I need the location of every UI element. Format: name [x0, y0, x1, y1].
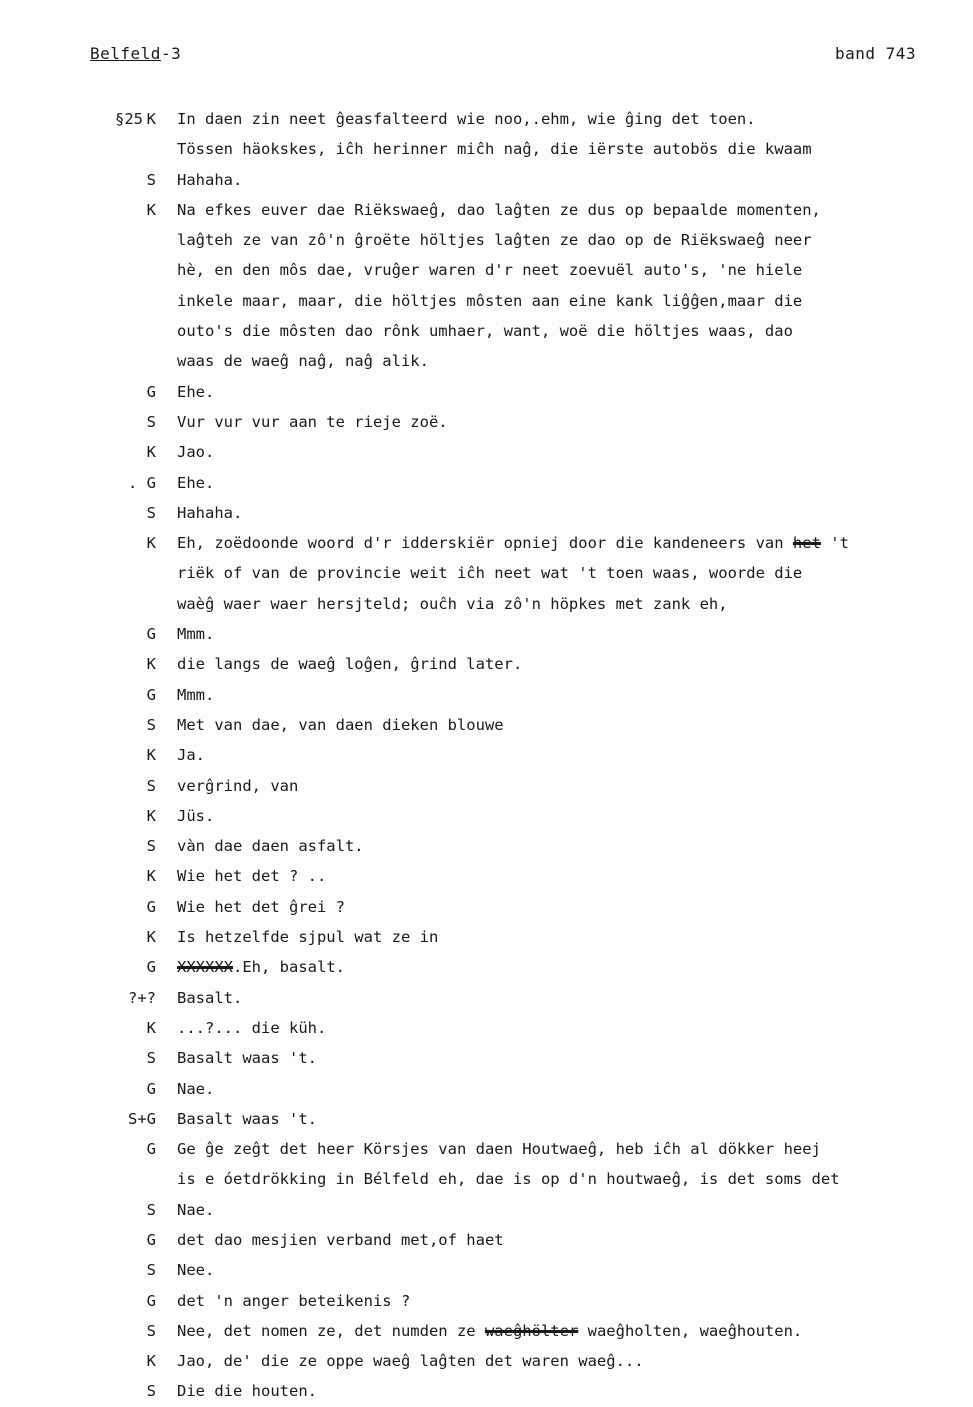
transcript-line — [0, 255, 973, 285]
utterance-text: Nae. — [177, 1079, 215, 1098]
transcript-line — [0, 922, 973, 952]
speaker-label: K — [146, 110, 156, 128]
transcript-body — [0, 104, 973, 1407]
utterance-text: det dao mesjien verband met,of haet — [177, 1230, 504, 1249]
utterance-text: Jao, de' die ze oppe waeĝ laĝten det waren waeĝ... — [177, 1352, 644, 1371]
speaker-label: S — [146, 837, 156, 856]
passage-number: §25 — [115, 110, 143, 128]
utterance-text: hè, en den môs dae, vruĝer waren d'r neet zoevuël auto's, 'ne hiele — [177, 261, 803, 280]
speaker-label: S — [146, 776, 156, 795]
transcript-line — [0, 740, 973, 770]
utterance-text: Na efkes euver dae Riëkswaeĝ, dao laĝten ze dus op bepaalde momenten, — [177, 200, 821, 219]
speaker-label: K — [146, 928, 156, 947]
utterance-text: Mmm. — [177, 685, 215, 704]
utterance-text: ...?... die küh. — [177, 1018, 327, 1037]
speaker-label: S — [146, 1382, 156, 1401]
speaker-label: S+G — [128, 1109, 156, 1128]
speaker-label: S — [146, 503, 156, 522]
utterance-text: Eh, zoëdoonde woord d'r idderskiër opniej door die kandeneers van het 't — [177, 534, 849, 553]
utterance-text: is e óetdrökking in Bélfeld eh, dae is op d'n houtwaeĝ, is det soms det — [177, 1170, 840, 1189]
utterance-text: Hahaha. — [177, 170, 243, 189]
utterance-text: In daen zin neet ĝeasfalteerd wie noo,.ehm, wie ĝing det toen. — [177, 110, 756, 128]
speaker-label: S — [146, 1200, 156, 1219]
transcript-line — [0, 1195, 973, 1225]
transcript-line — [0, 1286, 973, 1316]
transcript-line — [0, 892, 973, 922]
utterance-text: Wie het det ? .. — [177, 867, 327, 886]
speaker-label: S — [146, 1321, 156, 1340]
utterance-text: Nee, det nomen ze, det numden ze waeĝhölter waeĝholten, waeĝhouten. — [177, 1321, 803, 1340]
transcript-line — [0, 619, 973, 649]
utterance-text: XXXXXX.Eh, basalt. — [177, 958, 345, 977]
speaker-label: S — [146, 1261, 156, 1280]
utterance-text: Vur vur vur aan te rieje zoë. — [177, 412, 448, 431]
speaker-label: G — [146, 958, 156, 977]
transcript-line — [0, 316, 973, 346]
utterance-text: waèĝ waer waer hersjteld; ouĉh via zô'n höpkes met zank eh, — [177, 594, 728, 613]
utterance-text: Nae. — [177, 1200, 215, 1219]
speaker-label: S — [146, 715, 156, 734]
speaker-label: K — [146, 746, 156, 765]
utterance-text: waas de waeĝ naĝ, naĝ alik. — [177, 352, 429, 371]
transcript-line — [0, 1074, 973, 1104]
speaker-label: K — [146, 443, 156, 462]
transcript-line — [0, 1346, 973, 1376]
utterance-text: det 'n anger beteikenis ? — [177, 1291, 411, 1310]
utterance-text: Ehe. — [177, 382, 215, 401]
transcript-line — [0, 134, 973, 164]
transcript-line — [0, 195, 973, 225]
transcript-line — [0, 952, 973, 982]
transcript-line — [0, 346, 973, 376]
speaker-label: S — [146, 412, 156, 431]
transcript-line — [0, 1104, 973, 1134]
speaker-label: K — [146, 1352, 156, 1371]
utterance-text: inkele maar, maar, die höltjes môsten aan eine kank liĝĝen,maar die — [177, 291, 803, 310]
document-label: Belfeld-3 — [90, 44, 182, 63]
transcript-line — [0, 165, 973, 195]
speaker-label: K — [146, 534, 156, 553]
utterance-text: Nee. — [177, 1261, 215, 1280]
speaker-label: S — [146, 1049, 156, 1068]
utterance-text: Basalt waas 't. — [177, 1049, 317, 1068]
utterance-text: Tössen häokskes, iĉh herinner miĉh naĝ, die iërste autobös die kwaam — [177, 140, 812, 159]
utterance-text: Basalt waas 't. — [177, 1109, 317, 1128]
transcript-line — [0, 498, 973, 528]
struck-word: XXXXXX — [177, 958, 233, 977]
speaker-label: K — [146, 1018, 156, 1037]
speaker-label: G — [146, 1079, 156, 1098]
speaker-label: G — [146, 685, 156, 704]
utterance-text: Ehe. — [177, 473, 215, 492]
utterance-text: Met van dae, van daen dieken blouwe — [177, 715, 504, 734]
utterance-text: Jao. — [177, 443, 215, 462]
transcript-line — [0, 649, 973, 679]
speaker-label: . G — [128, 473, 156, 492]
utterance-text: Is hetzelfde sjpul wat ze in — [177, 928, 439, 947]
transcript-line — [0, 225, 973, 255]
transcript-line — [0, 589, 973, 619]
speaker-label: G — [146, 897, 156, 916]
utterance-text: Die die houten. — [177, 1382, 317, 1401]
speaker-label: G — [146, 625, 156, 644]
transcript-line — [0, 1316, 973, 1346]
utterance-text: riëk of van de provincie weit iĉh neet wat 't toen waas, woorde die — [177, 564, 803, 583]
transcript-line — [0, 286, 973, 316]
utterance-text: Basalt. — [177, 988, 243, 1007]
struck-word: waeĝhölter — [484, 1321, 579, 1340]
utterance-text: Wie het det ĝrei ? — [177, 897, 345, 916]
speaker-label: G — [146, 382, 156, 401]
transcript-line — [0, 468, 973, 498]
transcript-line — [0, 1134, 973, 1164]
transcript-line — [0, 1255, 973, 1285]
transcript-line — [0, 377, 973, 407]
speaker-label: S — [146, 170, 156, 189]
transcript-line — [0, 437, 973, 467]
utterance-text: verĝrind, van — [177, 776, 299, 795]
transcript-line — [0, 1164, 973, 1194]
transcript-line — [0, 1225, 973, 1255]
speaker-label: K — [146, 200, 156, 219]
utterance-text: vàn dae daen asfalt. — [177, 837, 364, 856]
speaker-label: K — [146, 867, 156, 886]
utterance-text: die langs de waeĝ loĝen, ĝrind later. — [177, 655, 523, 674]
utterance-text: outo's die môsten dao rônk umhaer, want, woë die höltjes waas, dao — [177, 322, 793, 341]
transcript-line — [0, 680, 973, 710]
utterance-text: laĝteh ze van zô'n ĝroëte höltjes laĝten ze dao op de Riëkswaeĝ neer — [177, 231, 812, 250]
transcript-line — [0, 801, 973, 831]
speaker-label: G — [146, 1291, 156, 1310]
utterance-text: Jüs. — [177, 806, 215, 825]
transcript-line — [0, 558, 973, 588]
speaker-label: G — [146, 1140, 156, 1159]
speaker-label: G — [146, 1230, 156, 1249]
transcript-line — [0, 861, 973, 891]
speaker-label: ?+? — [128, 988, 156, 1007]
transcript-line — [0, 528, 973, 558]
transcript-line — [0, 104, 973, 134]
transcript-line — [0, 1043, 973, 1073]
transcript-line — [0, 710, 973, 740]
transcript-line — [0, 1013, 973, 1043]
speaker-label: K — [146, 806, 156, 825]
band-number: band 743 — [835, 44, 917, 63]
transcript-line — [0, 407, 973, 437]
transcript-line — [0, 831, 973, 861]
transcript-line — [0, 771, 973, 801]
utterance-text: Ge ĝe zeĝt det heer Körsjes van daen Houtwaeĝ, heb iĉh al dökker heej — [177, 1140, 821, 1159]
utterance-text: Ja. — [177, 746, 205, 765]
transcript-line — [0, 983, 973, 1013]
transcript-line — [0, 1376, 973, 1406]
utterance-text: Mmm. — [177, 625, 215, 644]
speaker-label: K — [146, 655, 156, 674]
utterance-text: Hahaha. — [177, 503, 243, 522]
struck-word: het — [792, 534, 821, 553]
